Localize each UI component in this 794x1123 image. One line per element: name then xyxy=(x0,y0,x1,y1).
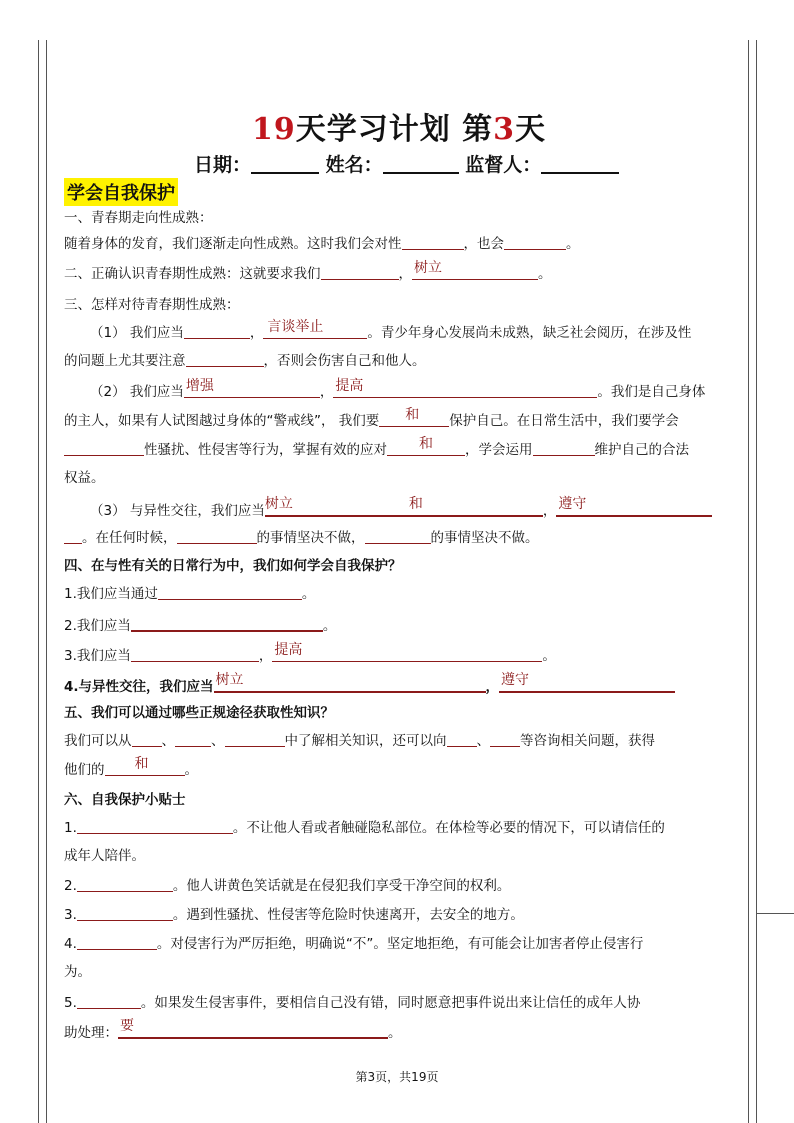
blank[interactable] xyxy=(177,528,257,544)
s3-p1-line2: 的问题上尤其要注意 ，否则会伤害自己和他人。 xyxy=(64,353,426,369)
blank[interactable] xyxy=(490,731,520,747)
s3-p2-line1: （2） 我们应当 增强 ， 提高 。我们是自己身体 xyxy=(90,378,706,400)
date-blank[interactable] xyxy=(251,153,319,174)
blank[interactable]: 言谈举止 xyxy=(263,323,367,339)
name-blank[interactable] xyxy=(383,153,459,174)
blank[interactable] xyxy=(533,440,595,456)
s6-tip2: 2. 。他人讲黄色笑话就是在侵犯我们享受干净空间的权利。 xyxy=(64,878,511,894)
s1-title: 一、青春期走向性成熟： xyxy=(64,210,213,226)
blank[interactable]: 树立 xyxy=(214,676,486,693)
blank[interactable]: 和 xyxy=(105,760,185,776)
blank[interactable] xyxy=(64,528,82,544)
s3-p3-line2: 。在任何时候， 的事情坚决不做， 的事情坚决不做。 xyxy=(64,528,734,548)
blank[interactable] xyxy=(77,876,173,892)
s3-p2-line4: 权益。 xyxy=(64,470,105,486)
s4-title: 四、在与性有关的日常行为中，我们如何学会自我保护？ xyxy=(64,558,402,574)
blank[interactable]: 树立 和 xyxy=(265,500,543,517)
blank[interactable]: 提高 xyxy=(333,382,597,398)
blank[interactable]: 和 xyxy=(387,440,465,456)
blank[interactable]: 增强 xyxy=(184,382,320,398)
left-margin-line-inner xyxy=(46,40,47,1123)
blank[interactable] xyxy=(447,731,477,747)
blank[interactable] xyxy=(131,646,259,662)
blank[interactable]: 树立 xyxy=(412,264,538,280)
blank[interactable] xyxy=(131,615,323,632)
info-line: 日期： 姓名： 监督人： xyxy=(194,150,619,177)
blank[interactable]: 和 xyxy=(379,411,449,427)
page-title: 19天学习计划 第3天 xyxy=(251,112,547,147)
blank[interactable] xyxy=(132,731,162,747)
s5-line2: 他们的 和 。 xyxy=(64,756,198,778)
s3-p2-line3: 性骚扰、性侵害等行为，掌握有效的应对 和 ，学会运用 维护自己的合法 xyxy=(64,440,734,460)
s6-tip1-cont: 成年人陪伴。 xyxy=(64,848,145,864)
s3-p2-line2: 的主人，如果有人试图越过身体的“警戒线”， 我们要 和 保护自己。在日常生活中，我们要学会 xyxy=(64,407,679,429)
blank[interactable] xyxy=(175,731,211,747)
blank[interactable] xyxy=(158,584,302,600)
s5-line1: 我们可以从 、 、 中了解相关知识，还可以向 、 等咨询相关问题，获得 xyxy=(64,733,655,749)
page-footer: 第3页，共19页 xyxy=(355,1070,439,1084)
s2-line: 二、正确认识青春期性成熟：这就要求我们 ， 树立 。 xyxy=(64,260,552,282)
blank[interactable] xyxy=(365,528,431,544)
s6-tip5-cont: 助处理： 要 。 xyxy=(64,1018,402,1041)
blank[interactable] xyxy=(77,993,141,1009)
left-margin-line-outer xyxy=(38,40,39,1123)
blank[interactable]: 遵守 xyxy=(499,676,675,693)
s3-title: 三、怎样对待青春期性成熟： xyxy=(64,297,240,313)
right-margin-tick xyxy=(757,913,794,914)
blank[interactable] xyxy=(184,323,250,339)
s5-title: 五、我们可以通过哪些正规途径获取性知识？ xyxy=(64,705,334,721)
s4-item4: 4.与异性交往，我们应当 树立 ， 遵守 xyxy=(64,676,734,697)
blank[interactable] xyxy=(64,440,144,456)
blank[interactable] xyxy=(402,234,464,250)
supervisor-blank[interactable] xyxy=(541,153,619,174)
s6-title: 六、自我保护小贴士 xyxy=(64,792,186,808)
blank[interactable]: 遵守 xyxy=(556,500,712,517)
s6-tip4-cont: 为。 xyxy=(64,964,91,980)
s6-tip1: 1. 。不让他人看或者触碰隐私部位。在体检等必要的情况下，可以请信任的 xyxy=(64,820,665,836)
blank[interactable] xyxy=(321,264,399,280)
blank[interactable] xyxy=(186,351,264,367)
s3-p3-line1: （3） 与异性交往，我们应当 树立 和 ， 遵守 xyxy=(64,500,760,521)
blank[interactable]: 要 xyxy=(118,1022,388,1039)
blank[interactable]: 提高 xyxy=(272,646,542,662)
s4-item1: 1.我们应当通过 。 xyxy=(64,586,316,602)
blank[interactable] xyxy=(225,731,285,747)
blank[interactable] xyxy=(77,934,157,950)
section-heading: 学会自我保护 xyxy=(64,178,178,206)
s6-tip3: 3. 。遇到性骚扰、性侵害等危险时快速离开，去安全的地方。 xyxy=(64,907,524,923)
s4-item2: 2.我们应当 。 xyxy=(64,615,734,636)
s4-item3: 3.我们应当 ， 提高 。 xyxy=(64,642,556,664)
right-margin-line-inner xyxy=(748,40,749,1123)
s1-line: 随着身体的发育，我们逐渐走向性成熟。这时我们会对性 ，也会 。 xyxy=(64,236,580,252)
s3-p1-line1: （1） 我们应当 ， 言谈举止 。青少年身心发展尚未成熟，缺乏社会阅历，在涉及性 xyxy=(90,319,692,341)
blank[interactable] xyxy=(504,234,566,250)
s6-tip4: 4. 。对侵害行为严厉拒绝，明确说“不”。坚定地拒绝，有可能会让加害者停止侵害行 xyxy=(64,936,644,952)
s6-tip5: 5. 。如果发生侵害事件，要相信自己没有错，同时愿意把事件说出来让信任的成年人协 xyxy=(64,995,641,1011)
blank[interactable] xyxy=(77,905,173,921)
blank[interactable] xyxy=(77,818,233,834)
right-margin-line-outer xyxy=(756,40,757,1123)
